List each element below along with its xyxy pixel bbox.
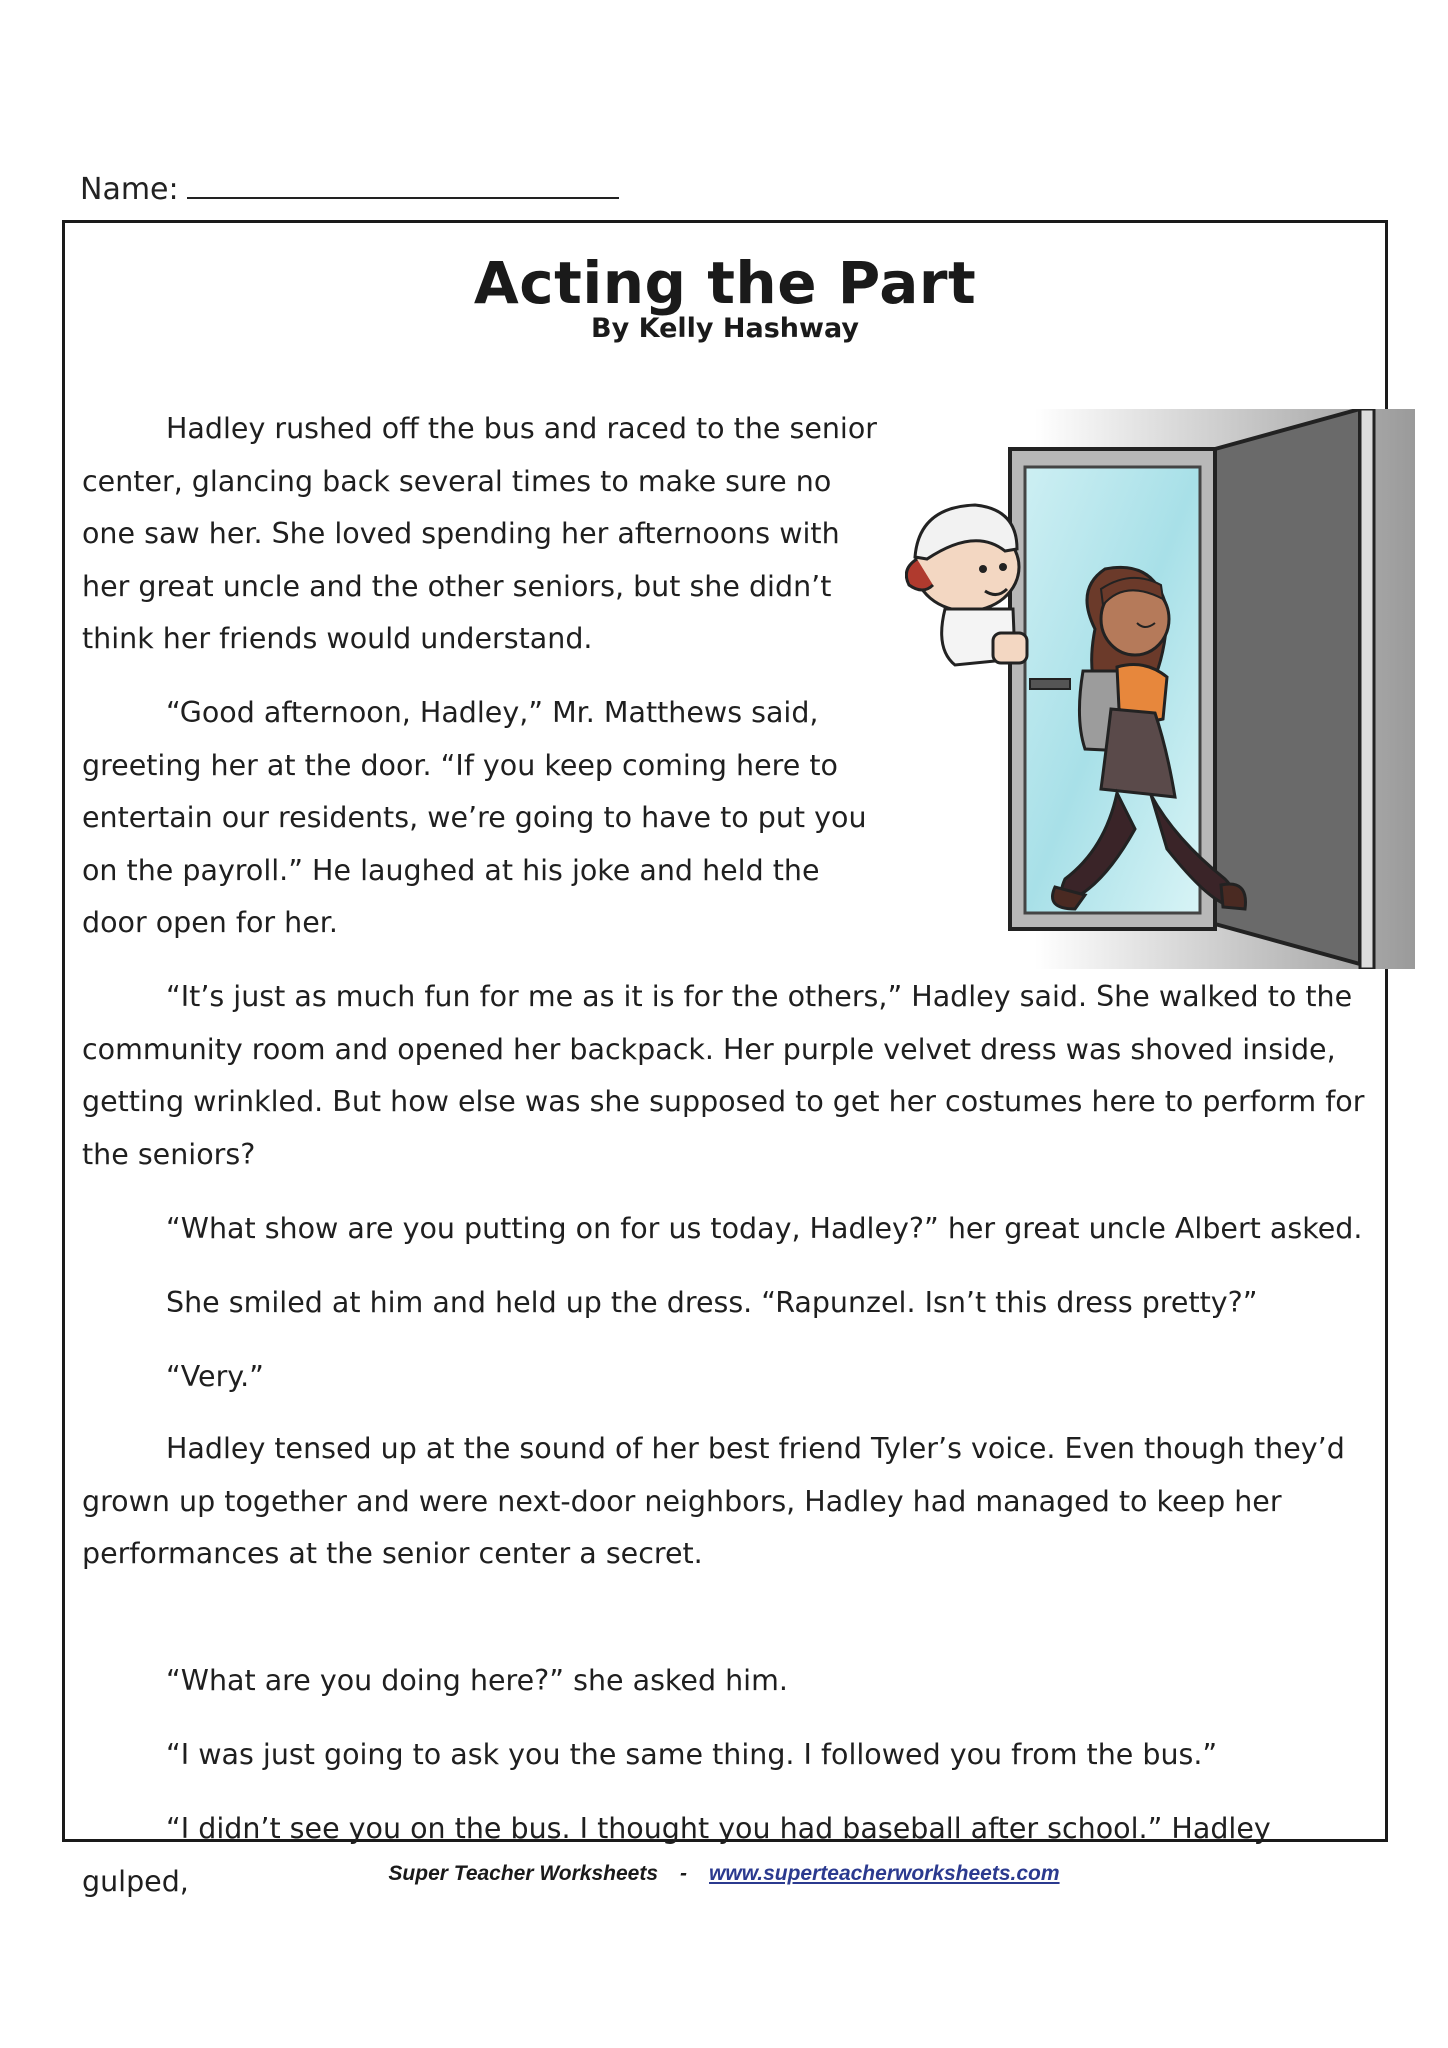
name-label: Name:	[80, 172, 179, 207]
story-paragraph: Hadley rushed off the bus and raced to the senior center, glancing back several times to make sure no one saw her. She loved spending her afternoons with her great uncle and the other seniors, but she didn’t think her friends would understand.	[82, 412, 877, 655]
footer-separator: -	[680, 1862, 688, 1885]
footer-url-link[interactable]: www.superteacherworksheets.com	[709, 1862, 1060, 1885]
story-paragraph: Hadley tensed up at the sound of her best friend Tyler’s voice. Even though they’d grown up together and were next-door neighbors, Hadley had managed to keep her performances at the senior center a secret.	[82, 1432, 1345, 1570]
door-illustration	[905, 409, 1415, 969]
peeking-boy	[906, 505, 1027, 665]
story-paragraph: She smiled at him and held up the dress. “Rapunzel. Isn’t this dress pretty?”	[166, 1286, 1258, 1319]
story-paragraph: “Good afternoon, Hadley,” Mr. Matthews said, greeting her at the door. “If you keep coming here to entertain our residents, we’re going to have to put you on the payroll.” He laughed at his joke and held the door open for her.	[82, 696, 867, 939]
story-paragraph: “What show are you putting on for us today, Hadley?” her great uncle Albert asked.	[166, 1212, 1363, 1245]
story-byline: By Kelly Hashway	[591, 313, 859, 344]
story-title: Acting the Part	[473, 249, 977, 317]
story-paragraph: “What are you doing here?” she asked him.	[166, 1664, 788, 1697]
name-field-label	[80, 172, 619, 207]
story-paragraph: “I was just going to ask you the same thing. I followed you from the bus.”	[166, 1738, 1218, 1771]
story-paragraph: “Very.”	[166, 1360, 264, 1393]
story-paragraph: “It’s just as much fun for me as it is for the others,” Hadley said. She walked to the community room and opened her backpack. Her purple velvet dress was shoved inside, getting wrinkled. But how else was she supposed to get her costumes here to perform for the seniors?	[82, 980, 1365, 1171]
door-handle	[1030, 679, 1070, 689]
footer-brand: Super Teacher Worksheets	[388, 1862, 659, 1885]
door-edge	[1360, 409, 1374, 969]
name-blank-line[interactable]	[187, 175, 619, 199]
page-footer	[0, 1862, 1448, 1886]
story-paragraph: “I didn’t see you on the bus. I thought you had baseball after school.” Hadley gulped,	[82, 1812, 1271, 1898]
open-door-panel	[1215, 409, 1360, 964]
